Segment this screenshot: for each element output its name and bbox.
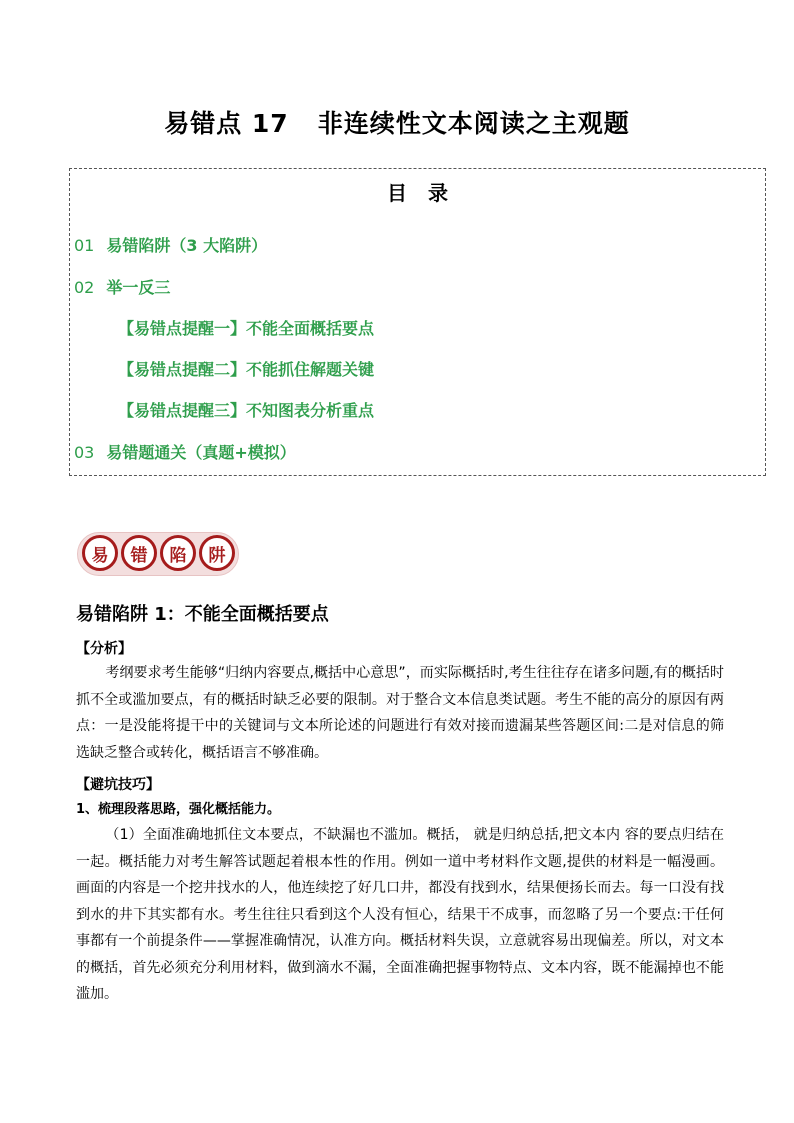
- toc-item-label: 易错陷阱（3 大陷阱）: [106, 236, 268, 255]
- badge-char: 易: [82, 535, 118, 571]
- badge-char: 错: [121, 535, 157, 571]
- toc-item-practice[interactable]: [74, 440, 296, 463]
- toc-item-label: 【易错点提醒三】不知图表分析重点: [118, 401, 375, 420]
- toc-item-number: 03: [74, 443, 95, 462]
- toc-item-label: 【易错点提醒一】不能全面概括要点: [118, 319, 375, 338]
- tip-heading: 1、梳理段落思路，强化概括能力。: [76, 802, 281, 817]
- tip-paragraph: （1）全面准确地抓住文本要点，不缺漏也不滥加。概括， 就是归纳总括,把文本内 容的要点归结在一起。概括能力对考生解答试题起着根本性的作用。例如一道中考材料作文题,提供的材料是一幅漫画。画面的内容是一个挖井找水的人，他连续挖了好几口井，都没有找到水，结果便扬长而去。每一口没有找到水的井下其实都有水。考生往往只看到这个人没有恒心，结果干不成事，而忽略了另一个要点:干任何事都有一个前提条件——掌握准确情况，认准方向。概括材料失误，立意就容易出现偏差。所以，对文本的概括，首先必须充分利用材料，做到滴水不漏，全面准确把握事物特点、文本内容，既不能漏掉也不能滥加。: [76, 827, 724, 1002]
- toc-heading: 目 录: [387, 181, 448, 205]
- badge-char: 阱: [199, 535, 235, 571]
- page-title: 易错点 17 非连续性文本阅读之主观题: [164, 109, 630, 138]
- section-title: 易错陷阱 1：不能全面概括要点: [76, 604, 329, 625]
- tips-label: 【避坑技巧】: [76, 777, 160, 793]
- analysis-label: 【分析】: [76, 641, 132, 657]
- table-of-contents: [69, 168, 766, 476]
- toc-item-number: 01: [74, 236, 95, 255]
- toc-item-label: 【易错点提醒二】不能抓住解题关键: [118, 360, 375, 379]
- toc-subitem-reminder-1[interactable]: [118, 316, 374, 339]
- badge-char: 陷: [160, 535, 196, 571]
- analysis-paragraph: 考纲要求考生能够“归纳内容要点,概括中心意思”，而实际概括时,考生往往存在诸多问题,有的概括时抓不全或滥加要点，有的概括时缺乏必要的限制。对于整合文本信息类试题。考生不能的高分的原因有两点：一是没能将提干中的关键词与文本所论述的问题进行有效对接而遗漏某些答题区间:二是对信息的筛选缺乏整合或转化，概括语言不够准确。: [76, 665, 724, 761]
- toc-item-traps[interactable]: [74, 233, 267, 256]
- toc-item-examples[interactable]: [74, 275, 170, 298]
- toc-item-number: 02: [74, 278, 95, 297]
- toc-item-label: 举一反三: [106, 278, 171, 297]
- toc-item-label: 易错题通关（真题+模拟）: [106, 443, 296, 462]
- toc-subitem-reminder-3[interactable]: [118, 398, 374, 421]
- section-badge: [77, 532, 241, 576]
- toc-subitem-reminder-2[interactable]: [118, 357, 374, 380]
